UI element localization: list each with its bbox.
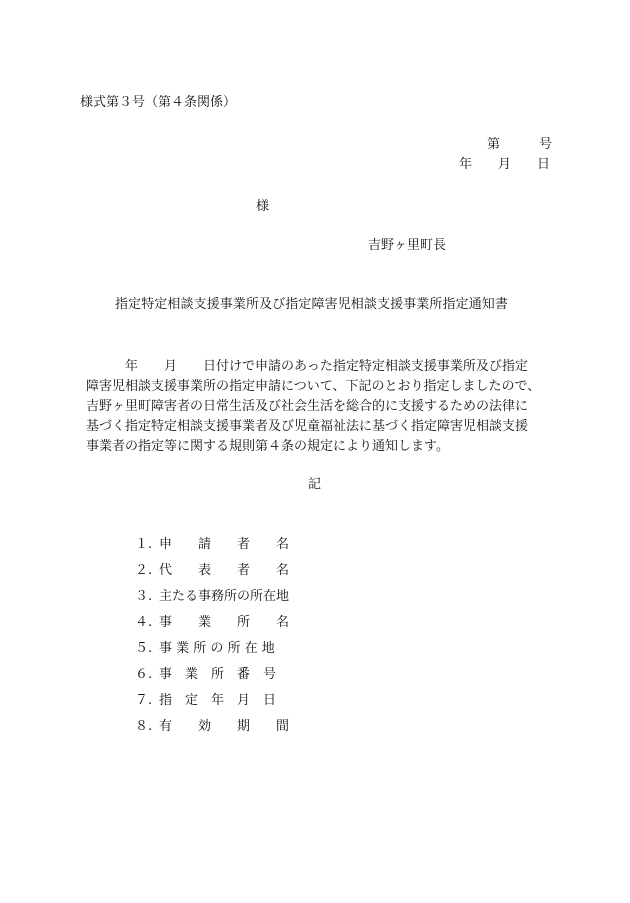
item-label: 有 効 期 間 — [159, 719, 290, 734]
item-number: ３. — [135, 589, 153, 604]
body-line: 基づく指定特定相談支援事業者及び児童福祉法に基づく指定障害児相談支援 — [86, 419, 529, 434]
issuer-name: 吉野ヶ里町長 — [368, 238, 447, 253]
item-label: 事 業 所 名 — [159, 615, 290, 630]
item-number: ６. — [135, 667, 153, 682]
body-text — [86, 357, 556, 457]
list-item — [135, 668, 289, 694]
list-item — [135, 642, 289, 668]
item-number: ８. — [135, 719, 153, 734]
list-item — [135, 694, 289, 720]
recipient-honorific: 様 — [256, 199, 270, 214]
list-item — [135, 538, 289, 564]
item-number: ２. — [135, 563, 153, 578]
item-label: 事 業 所 番 号 — [159, 667, 277, 682]
form-number: 様式第３号（第４条関係） — [80, 95, 237, 110]
item-label: 事 業 所 の 所 在 地 — [159, 641, 275, 656]
body-line: 障害児相談支援事業所の指定申請について、下記のとおり指定しましたので、 — [86, 379, 541, 394]
item-label: 指 定 年 月 日 — [159, 693, 277, 708]
body-line: 事業者の指定等に関する規則第４条の規定により通知します。 — [86, 439, 449, 454]
document-title: 指定特定相談支援事業所及び指定障害児相談支援事業所指定通知書 — [115, 297, 509, 312]
list-item — [135, 616, 289, 642]
item-number: ７. — [135, 693, 153, 708]
item-number: １. — [135, 537, 153, 552]
item-number: ４. — [135, 615, 153, 630]
body-line: 吉野ヶ里町障害者の日常生活及び社会生活を総合的に支援するための法律に — [86, 399, 529, 414]
item-number: ５. — [135, 641, 153, 656]
item-list — [135, 538, 289, 746]
list-item — [135, 720, 289, 746]
ki-heading: 記 — [308, 477, 322, 492]
list-item — [135, 590, 289, 616]
item-label: 申 請 者 名 — [159, 537, 290, 552]
item-label: 主たる事務所の所在地 — [159, 589, 290, 604]
document-date: 年 月 日 — [458, 157, 550, 172]
item-label: 代 表 者 名 — [159, 563, 290, 578]
body-line: 年 月 日付けで申請のあった指定特定相談支援事業所及び指定 — [86, 359, 528, 374]
list-item — [135, 564, 289, 590]
document-number: 第 号 — [486, 137, 552, 152]
